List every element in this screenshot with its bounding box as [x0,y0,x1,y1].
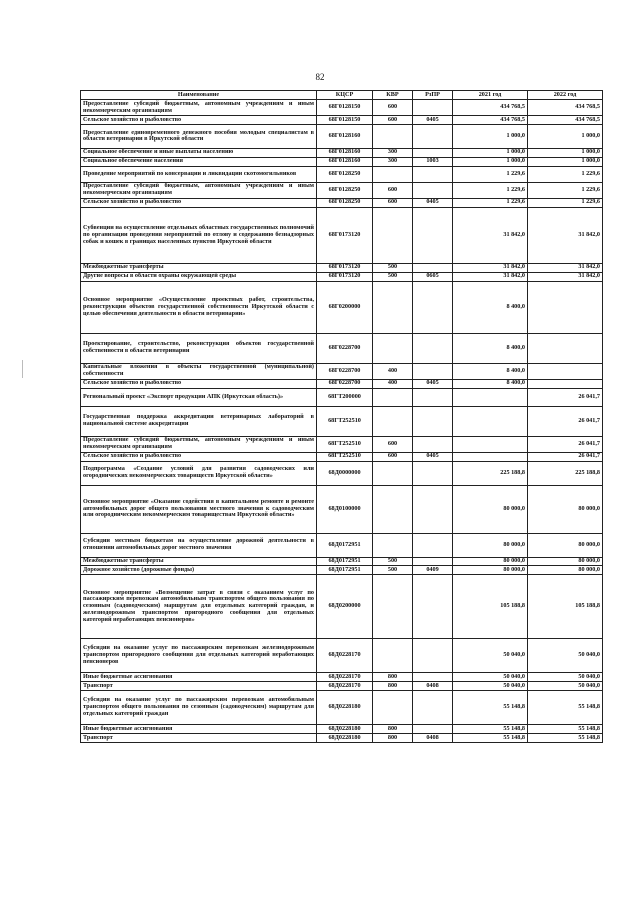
row-2022-cell: 1 000,0 [528,148,603,157]
row-rzpr-cell [413,281,453,333]
row-kcsr-cell: 68Г0173120 [317,263,373,272]
table-row [81,281,603,333]
row-kcsr-cell: 68Г0128250 [317,166,373,182]
row-name-cell: Субсидии на оказание услуг по пассажирским перевозкам автомобильным транспортом общего пользования по сезонным (садоводческим) маршрутам для отдельных категорий граждан [81,691,317,725]
table-row [81,436,603,452]
table-row [81,639,603,673]
row-name-cell: Субсидии на оказание услуг по пассажирским перевозкам железнодорожным транспортом пригородного сообщения для отдельных категорий неработающих пенсионеров [81,639,317,673]
row-kvr-cell [373,124,413,148]
row-kvr-cell [373,281,413,333]
row-kcsr-cell: 68Г0228700 [317,333,373,363]
row-2021-cell: 225 188,8 [453,461,528,485]
row-rzpr-cell: 0409 [413,566,453,575]
row-kcsr-cell: 68Д0100000 [317,485,373,533]
row-2022-cell: 434 768,5 [528,116,603,125]
row-rzpr-cell: 0405 [413,452,453,461]
table-row [81,207,603,263]
row-name-cell: Капитальные вложения в объекты государственной (муниципальной) собственности [81,363,317,379]
row-2021-cell: 50 040,0 [453,639,528,673]
row-kcsr-cell: 68Д0228170 [317,673,373,682]
row-2022-cell: 80 000,0 [528,485,603,533]
row-name-cell: Основное мероприятие «Возмещение затрат в связи с оказанием услуг по пассажирским перевозкам автомобильным транспортом общего пользования по сезонным (садоводческим) маршрутам для отдельных категорий граждан, и железнодорожным транспортом пригородного сообщения для отдельных категорий неработающих пенсионеров» [81,575,317,639]
row-kvr-cell: 400 [373,363,413,379]
row-kvr-cell [373,166,413,182]
row-rzpr-cell [413,673,453,682]
row-rzpr-cell: 0405 [413,198,453,207]
row-kcsr-cell: 68Г0173120 [317,207,373,263]
row-name-cell: Предоставление субсидий бюджетным, автономным учреждениям и иным некоммерческим организациям [81,100,317,116]
row-kcsr-cell: 68Д0228180 [317,734,373,743]
row-2021-cell: 50 040,0 [453,682,528,691]
header-kvr: КВР [373,91,413,100]
row-2021-cell [453,406,528,436]
row-2021-cell: 434 768,5 [453,116,528,125]
header-rzpr: РзПР [413,91,453,100]
row-name-cell: Сельское хозяйство и рыболовство [81,116,317,125]
row-name-cell: Региональный проект «Экспорт продукции АПК (Иркутская область)» [81,388,317,406]
row-kcsr-cell: 68Д0228170 [317,682,373,691]
row-kvr-cell: 600 [373,436,413,452]
row-2022-cell: 1 229,6 [528,198,603,207]
row-rzpr-cell: 0408 [413,734,453,743]
row-kcsr-cell: 68Г0228700 [317,379,373,388]
table-row [81,363,603,379]
row-2022-cell: 80 000,0 [528,557,603,566]
row-kvr-cell [373,533,413,557]
row-kvr-cell [373,639,413,673]
row-2022-cell: 26 041,7 [528,388,603,406]
row-2021-cell: 1 229,6 [453,166,528,182]
row-kcsr-cell: 68Г0128250 [317,198,373,207]
row-kcsr-cell: 68Г0228700 [317,363,373,379]
row-name-cell: Основное мероприятие «Оказание содействия в капитальном ремонте и ремонте автомобильных дорог общего пользования местного значения к садоводческим или огородническим некоммерческим товариществам Иркутской области» [81,485,317,533]
row-rzpr-cell [413,363,453,379]
row-2022-cell: 26 041,7 [528,436,603,452]
row-rzpr-cell [413,533,453,557]
row-rzpr-cell [413,725,453,734]
row-kvr-cell [373,207,413,263]
row-2021-cell [453,388,528,406]
table-row [81,725,603,734]
table-row [81,388,603,406]
row-2022-cell: 55 148,8 [528,734,603,743]
table-row [81,272,603,281]
table-row [81,673,603,682]
row-name-cell: Транспорт [81,682,317,691]
row-kcsr-cell: 68Г0128160 [317,157,373,166]
row-kcsr-cell: 68Г0173120 [317,272,373,281]
row-kcsr-cell: 68ГТ252510 [317,436,373,452]
table-row [81,166,603,182]
row-name-cell: Социальное обеспечение населения [81,157,317,166]
row-name-cell: Дорожное хозяйство (дорожные фонды) [81,566,317,575]
row-kvr-cell: 600 [373,182,413,198]
row-2022-cell: 80 000,0 [528,533,603,557]
row-2021-cell: 55 148,8 [453,691,528,725]
row-name-cell: Основное мероприятие «Осуществление проектных работ, строительства, реконструкции объектов государственной собственности Иркутской области с целью обеспечения деятельности в области ветеринарии» [81,281,317,333]
row-name-cell: Предоставление субсидий бюджетным, автономным учреждениям и иным некоммерческим организациям [81,182,317,198]
header-year-2021: 2021 год [453,91,528,100]
row-rzpr-cell [413,691,453,725]
row-rzpr-cell [413,182,453,198]
row-rzpr-cell [413,148,453,157]
row-2022-cell: 31 842,0 [528,263,603,272]
row-name-cell: Сельское хозяйство и рыболовство [81,452,317,461]
row-2021-cell: 8 400,0 [453,333,528,363]
row-2022-cell: 26 041,7 [528,452,603,461]
row-rzpr-cell [413,166,453,182]
table-row [81,148,603,157]
row-name-cell: Субсидии местным бюджетам на осуществление дорожной деятельности в отношении автомобильных дорог местного значения [81,533,317,557]
row-name-cell: Проведение мероприятий по консервации и ликвидации скотомогильников [81,166,317,182]
row-2021-cell: 31 842,0 [453,263,528,272]
row-name-cell: Субвенции на осуществление отдельных областных государственных полномочий по организации проведения мероприятий по отлову и содержанию безнадзорных собак и кошек в границах населенных пунктов Иркутской области [81,207,317,263]
row-kcsr-cell: 68Д0228170 [317,639,373,673]
row-name-cell: Межбюджетные трансферты [81,263,317,272]
row-2021-cell: 31 842,0 [453,272,528,281]
table-row [81,452,603,461]
row-kvr-cell: 800 [373,734,413,743]
row-2021-cell: 1 000,0 [453,157,528,166]
row-rzpr-cell: 0405 [413,379,453,388]
row-2022-cell: 1 000,0 [528,157,603,166]
row-kvr-cell: 500 [373,557,413,566]
header-kcsr: КЦСР [317,91,373,100]
row-2021-cell: 80 000,0 [453,557,528,566]
row-2022-cell: 50 040,0 [528,639,603,673]
header-year-2022: 2022 год [528,91,603,100]
table-row [81,124,603,148]
row-kvr-cell: 300 [373,157,413,166]
row-kcsr-cell: 68Д0172951 [317,557,373,566]
row-2022-cell: 31 842,0 [528,207,603,263]
table-header-row [81,91,603,100]
row-2022-cell: 225 188,8 [528,461,603,485]
row-rzpr-cell [413,436,453,452]
table-body [81,100,603,743]
row-kvr-cell: 800 [373,673,413,682]
row-kvr-cell: 500 [373,263,413,272]
row-kcsr-cell: 68Г0128150 [317,116,373,125]
row-2021-cell: 1 229,6 [453,182,528,198]
row-2022-cell [528,379,603,388]
table-row [81,333,603,363]
row-2021-cell: 31 842,0 [453,207,528,263]
row-kvr-cell: 400 [373,379,413,388]
table-row [81,198,603,207]
row-2022-cell: 105 188,8 [528,575,603,639]
page-number: 82 [315,72,325,82]
row-2021-cell: 1 000,0 [453,148,528,157]
row-2021-cell: 8 400,0 [453,379,528,388]
row-kvr-cell [373,485,413,533]
row-name-cell: Сельское хозяйство и рыболовство [81,379,317,388]
table-row [81,379,603,388]
row-2021-cell: 1 000,0 [453,124,528,148]
table-row [81,116,603,125]
row-2022-cell [528,363,603,379]
row-name-cell: Социальное обеспечение и иные выплаты населению [81,148,317,157]
table-row [81,575,603,639]
row-kcsr-cell: 68Д0172951 [317,533,373,557]
row-2022-cell: 1 229,6 [528,182,603,198]
row-2021-cell [453,436,528,452]
row-kvr-cell: 600 [373,116,413,125]
table-row [81,734,603,743]
row-name-cell: Проектирование, строительство, реконструкция объектов государственной собственности в области ветеринарии [81,333,317,363]
row-kvr-cell: 300 [373,148,413,157]
table-row [81,533,603,557]
row-name-cell: Предоставление субсидий бюджетным, автономным учреждениям и иным некоммерческим организациям [81,436,317,452]
row-name-cell: Иные бюджетные ассигнования [81,673,317,682]
row-2021-cell: 80 000,0 [453,485,528,533]
table-row [81,182,603,198]
row-kcsr-cell: 68ГТ200000 [317,388,373,406]
row-2021-cell: 50 040,0 [453,673,528,682]
row-kcsr-cell: 68ГТ252510 [317,406,373,436]
row-name-cell: Предоставление единовременного денежного пособия молодым специалистам в области ветеринарии в Иркутской области [81,124,317,148]
row-kvr-cell: 600 [373,100,413,116]
row-kvr-cell [373,575,413,639]
row-2022-cell: 26 041,7 [528,406,603,436]
header-name: Наименование [81,91,317,100]
row-rzpr-cell [413,333,453,363]
row-kcsr-cell: 68Д0228180 [317,725,373,734]
row-kcsr-cell: 68Г0128150 [317,100,373,116]
row-2022-cell: 50 040,0 [528,673,603,682]
table-row [81,557,603,566]
row-2021-cell: 80 000,0 [453,533,528,557]
row-kcsr-cell: 68Г0128160 [317,124,373,148]
row-rzpr-cell [413,124,453,148]
row-2022-cell: 50 040,0 [528,682,603,691]
row-2022-cell: 55 148,8 [528,725,603,734]
row-kvr-cell: 500 [373,272,413,281]
table-row [81,157,603,166]
row-rzpr-cell [413,100,453,116]
row-2021-cell: 80 000,0 [453,566,528,575]
row-kcsr-cell: 68ГТ252510 [317,452,373,461]
row-kcsr-cell: 68Г0128160 [317,148,373,157]
row-name-cell: Подпрограмма «Создание условий для развития садоводческих или огороднических некоммерческих товариществ Иркутской области» [81,461,317,485]
table-row [81,566,603,575]
row-2022-cell: 80 000,0 [528,566,603,575]
row-2021-cell: 1 229,6 [453,198,528,207]
row-2022-cell: 1 229,6 [528,166,603,182]
row-rzpr-cell [413,388,453,406]
row-kvr-cell: 600 [373,452,413,461]
row-2022-cell: 55 148,8 [528,691,603,725]
row-rzpr-cell: 0405 [413,116,453,125]
row-kcsr-cell: 68Д0000000 [317,461,373,485]
row-kcsr-cell: 68Д0228180 [317,691,373,725]
row-2021-cell: 105 188,8 [453,575,528,639]
row-kcsr-cell: 68Г0200000 [317,281,373,333]
row-2021-cell: 55 148,8 [453,725,528,734]
row-2021-cell: 55 148,8 [453,734,528,743]
scan-margin-mark [22,360,23,378]
row-kvr-cell: 800 [373,725,413,734]
row-2021-cell: 8 400,0 [453,363,528,379]
row-2022-cell [528,333,603,363]
row-rzpr-cell [413,263,453,272]
row-2021-cell [453,452,528,461]
row-kvr-cell: 600 [373,198,413,207]
row-name-cell: Транспорт [81,734,317,743]
row-name-cell: Сельское хозяйство и рыболовство [81,198,317,207]
row-rzpr-cell: 1003 [413,157,453,166]
row-rzpr-cell: 0408 [413,682,453,691]
row-2022-cell [528,281,603,333]
row-kvr-cell [373,691,413,725]
row-name-cell: Другие вопросы в области охраны окружающей среды [81,272,317,281]
table-row [81,100,603,116]
table-row [81,461,603,485]
table-row [81,263,603,272]
row-name-cell: Межбюджетные трансферты [81,557,317,566]
row-rzpr-cell [413,406,453,436]
row-name-cell: Государственная поддержка аккредитации ветеринарных лабораторий в национальной системе аккредитации [81,406,317,436]
row-kvr-cell [373,406,413,436]
row-rzpr-cell [413,207,453,263]
row-rzpr-cell [413,557,453,566]
row-2022-cell: 31 842,0 [528,272,603,281]
row-rzpr-cell [413,639,453,673]
budget-table [80,90,603,743]
row-2022-cell: 1 000,0 [528,124,603,148]
row-rzpr-cell [413,575,453,639]
row-2021-cell: 8 400,0 [453,281,528,333]
row-kcsr-cell: 68Г0128250 [317,182,373,198]
table-row [81,406,603,436]
row-kvr-cell [373,333,413,363]
row-kvr-cell [373,461,413,485]
row-kcsr-cell: 68Д0172951 [317,566,373,575]
row-name-cell: Иные бюджетные ассигнования [81,725,317,734]
row-rzpr-cell: 0605 [413,272,453,281]
row-rzpr-cell [413,485,453,533]
row-kvr-cell: 500 [373,566,413,575]
table-row [81,485,603,533]
row-2022-cell: 434 768,5 [528,100,603,116]
table-row [81,691,603,725]
row-rzpr-cell [413,461,453,485]
row-2021-cell: 434 768,5 [453,100,528,116]
table-row [81,682,603,691]
row-kvr-cell: 800 [373,682,413,691]
row-kvr-cell [373,388,413,406]
row-kcsr-cell: 68Д0200000 [317,575,373,639]
